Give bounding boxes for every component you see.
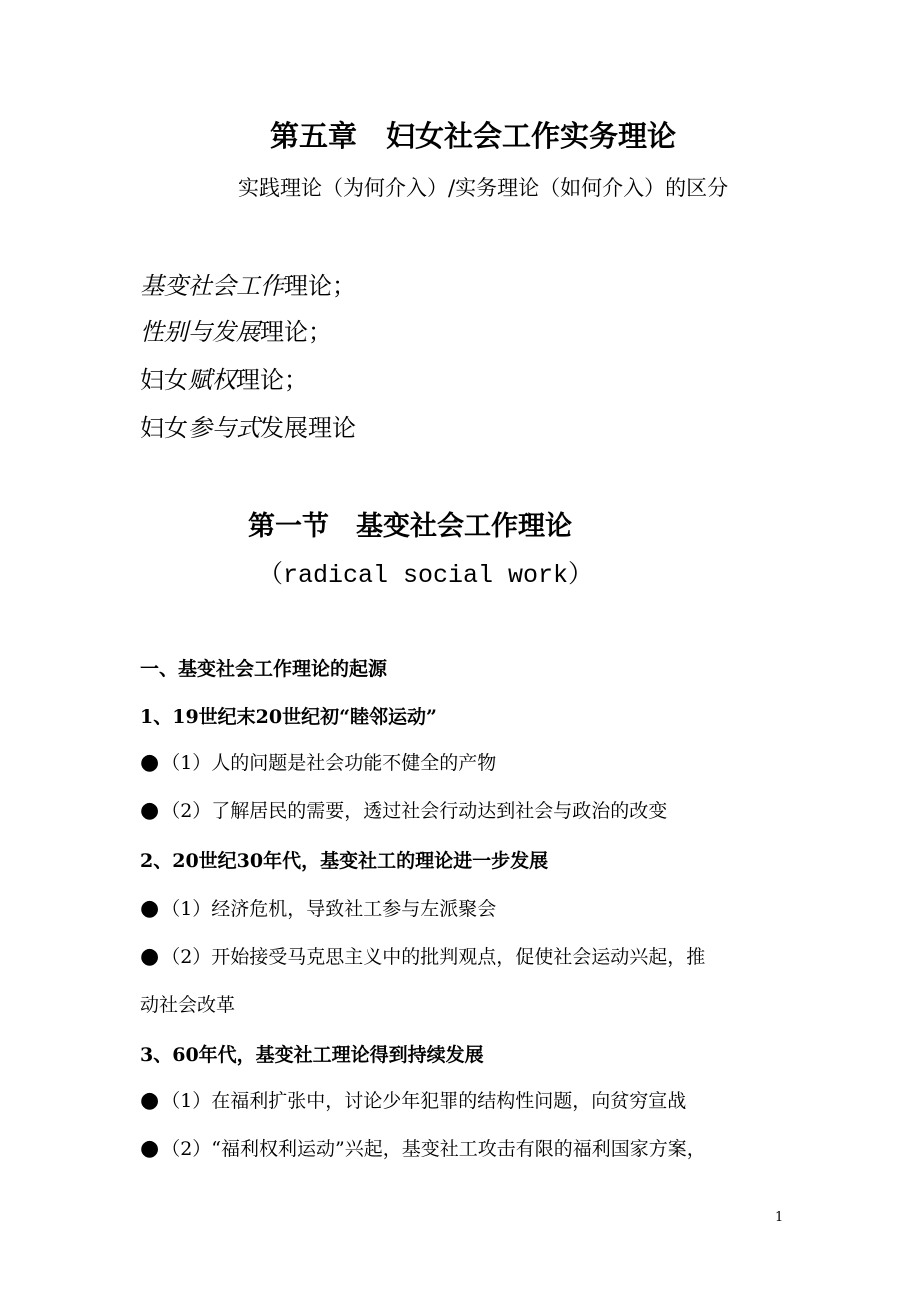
outline-item-pre: 妇女 [140,366,188,394]
bullet-text: （1）在福利扩张中，讨论少年犯罪的结构性问题，向贫穷宣战 [161,1090,687,1112]
outline-item-rest: 发展理论 [260,414,356,442]
outline-item-italic: 性别与发展 [140,318,260,346]
bullet-text: （1）人的问题是社会功能不健全的产物 [161,752,497,774]
outline-item-pre: 妇女 [140,414,188,442]
outline-item-empowerment [140,360,308,395]
section-title: 第一节 基变社会工作理论 [248,511,572,542]
bullet-2-2 [140,942,705,969]
outline-item-italic: 赋权 [188,366,236,394]
outline-item-rest: 理论； [284,272,356,300]
bullet-icon: ● [140,944,160,969]
bullet-3-1 [140,1086,686,1113]
outline-item-rest: 理论； [236,366,308,394]
bullet-icon: ● [140,750,160,775]
chapter-title: 第五章 妇女社会工作实务理论 [269,119,676,153]
bullet-text: （1）经济危机，导致社工参与左派聚会 [161,898,497,920]
bullet-1-1 [140,748,496,775]
heading-origin: 一、基变社会工作理论的起源 [140,658,388,680]
section-subtitle: （radical social work） [258,561,594,590]
outline-item-participatory [140,408,356,443]
bullet-icon: ● [140,896,160,921]
heading-3: 3、60年代，基变社工理论得到持续发展 [140,1044,484,1066]
outline-item-italic: 参与式 [188,414,260,442]
bullet-2-2-continuation: 动社会改革 [140,994,236,1016]
chapter-subtitle: 实践理论（为何介入）/实务理论（如何介入）的区分 [238,176,729,200]
outline-item-italic: 基变社会工作 [140,272,284,300]
outline-item-radical [140,266,356,301]
bullet-icon: ● [140,798,160,823]
bullet-3-2 [140,1134,706,1161]
bullet-text: （2）了解居民的需要，透过社会行动达到社会与政治的改变 [161,800,668,822]
bullet-text: （2）“福利权利运动”兴起，基变社工攻击有限的福利国家方案， [161,1138,706,1160]
bullet-icon: ● [140,1136,160,1161]
outline-item-rest: 理论； [260,318,332,346]
outline-item-gender [140,312,332,347]
bullet-icon: ● [140,1088,160,1113]
bullet-text: （2）开始接受马克思主义中的批判观点，促使社会运动兴起，推 [161,946,706,968]
bullet-1-2 [140,796,667,823]
heading-2: 2、20世纪30年代，基变社工的理论进一步发展 [140,850,549,872]
heading-1: 1、19世纪末20世纪初“睦邻运动” [140,706,437,728]
page-number: 1 [775,1210,784,1225]
bullet-2-1 [140,894,496,921]
